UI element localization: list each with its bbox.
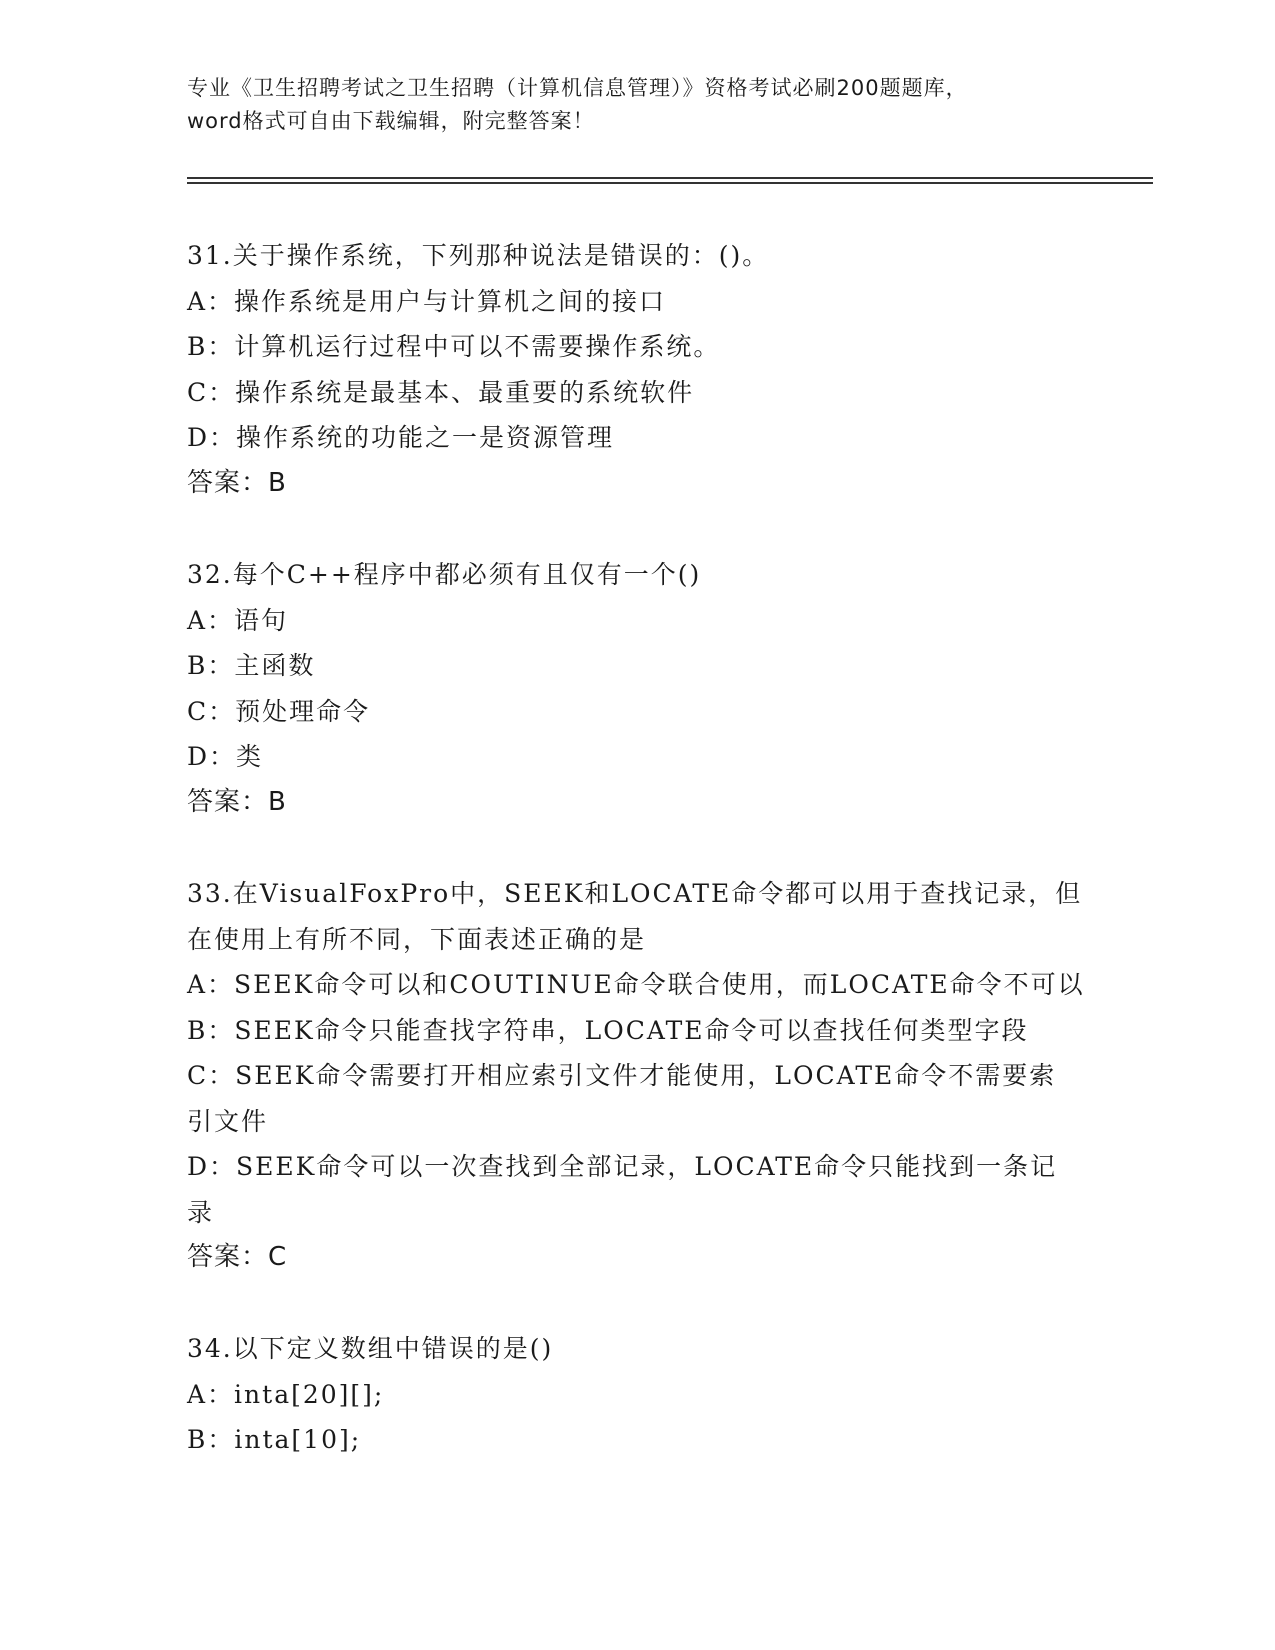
question-stem-continued: 在使用上有所不同，下面表述正确的是	[187, 924, 647, 954]
option-c: C：预处理命令	[187, 696, 371, 726]
option-d: D：SEEK命令可以一次查找到全部记录，LOCATE命令只能找到一条记	[187, 1152, 1058, 1181]
option-c: C：操作系统是最基本、最重要的系统软件	[187, 377, 695, 407]
answer: 答案：B	[187, 786, 287, 817]
question-33	[187, 871, 1087, 1281]
option-d: D：类	[187, 742, 264, 771]
option-a: A：语句	[187, 605, 289, 635]
header-line-2: word格式可自由下载编辑，附完整答案！	[187, 109, 595, 133]
header-divider-bottom	[187, 182, 1153, 184]
option-b: B：SEEK命令只能查找字符串，LOCATE命令可以查找任何类型字段	[187, 1015, 1029, 1045]
question-32	[187, 552, 1087, 825]
option-a: A：inta[20][];	[187, 1379, 385, 1409]
option-b: B：inta[10];	[187, 1425, 362, 1454]
option-d-continued: 录	[187, 1197, 215, 1227]
header-line-1: 专业《卫生招聘考试之卫生招聘（计算机信息管理）》资格考试必刷200题题库，	[187, 76, 968, 100]
header-divider-top	[187, 177, 1153, 179]
option-d: D：操作系统的功能之一是资源管理	[187, 423, 615, 452]
question-stem: 34.以下定义数组中错误的是()	[187, 1334, 554, 1363]
option-c: C：SEEK命令需要打开相应索引文件才能使用，LOCATE命令不需要索	[187, 1061, 1057, 1090]
document-header	[187, 72, 1087, 138]
option-a: A：操作系统是用户与计算机之间的接口	[187, 286, 667, 316]
option-b: B：计算机运行过程中可以不需要操作系统。	[187, 332, 721, 361]
option-c-continued: 引文件	[187, 1106, 269, 1136]
question-34	[187, 1326, 1087, 1463]
question-stem: 32.每个C++程序中都必须有且仅有一个()	[187, 560, 702, 589]
option-a: A：SEEK命令可以和COUTINUE命令联合使用，而LOCATE命令不可以	[187, 970, 1085, 999]
question-31	[187, 233, 1087, 506]
question-stem: 31.关于操作系统，下列那种说法是错误的：()。	[187, 241, 770, 270]
answer: 答案：C	[187, 1242, 288, 1272]
question-stem: 33.在VisualFoxPro中，SEEK和LOCATE命令都可以用于查找记录，但	[187, 879, 1083, 908]
answer: 答案：B	[187, 467, 287, 498]
option-b: B：主函数	[187, 651, 316, 680]
